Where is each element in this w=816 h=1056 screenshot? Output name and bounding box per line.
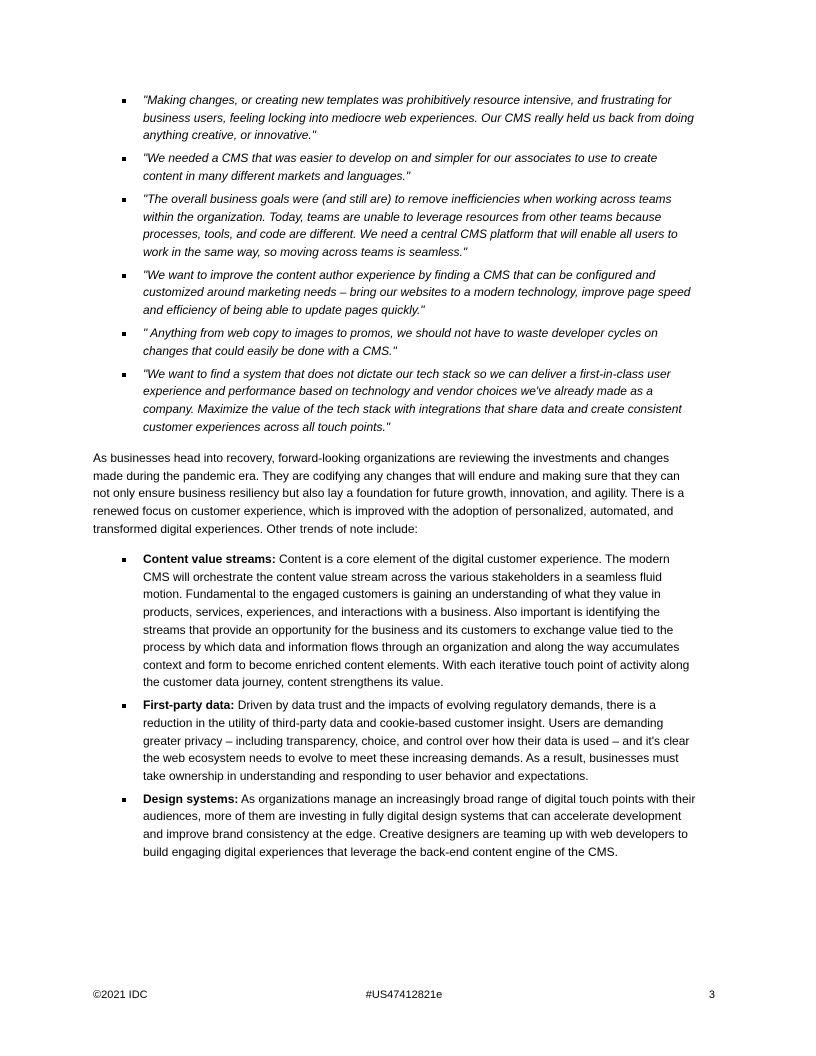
spacer [93, 436, 697, 450]
quote-list-item [93, 92, 697, 145]
quote-list-item [93, 150, 697, 185]
page-content [93, 92, 697, 861]
quote-text: "The overall business goals were (and still are) to remove inefficiencies when working across teams within the organization. Today, teams are unable to leverage resources from other teams because processes, tools, and code are different. We need a central CMS platform that will enable all users to work in the same way, so moving across teams is seamless." [143, 191, 678, 259]
quote-text: "Making changes, or creating new templates was prohibitively resource intensive, and frustrating for business users, feeling locking into mediocre web experiences. Our CMS really held us back from doing anything creative, or innovative." [143, 93, 694, 143]
footer-document-number: #US47412821e [365, 989, 443, 1001]
trend-list-item [93, 791, 697, 861]
trend-description: As organizations manage an increasingly broad range of digital touch points with their audiences, more of them are investing in fully digital design systems that can accelerate development and improve brand consistency at the edge. Creative designers are teaming up with web developers to build engaging digital experiences that leverage the back-end content engine of the CMS. [143, 791, 696, 859]
footer-copyright: ©2021 IDC [93, 989, 148, 1001]
trend-term: First-party data: [143, 698, 235, 713]
quote-text: "We needed a CMS that was easier to develop on and simpler for our associates to use to create content in many different markets and languages." [143, 151, 658, 183]
customer-quotes-list [93, 92, 697, 436]
trends-list [93, 551, 697, 861]
page-footer [93, 988, 715, 1002]
trend-description: Content is a core element of the digital customer experience. The modern CMS will orchestrate the content value stream across the various stakeholders in a seamless fluid motion. Fundamental to the engaged customers is gaining an understanding of what they value in products, services, experiences, and interactions with a business. Also important is identifying the streams that provide an opportunity for the business and its customers to exchange value tied to the process by which data and information flows through an organization and along the way accumulates context and form to become enriched content elements. With each iterative touch point of activity along the customer data journey, content strengthens its value. [143, 552, 690, 690]
trend-list-item [93, 697, 697, 785]
trend-description: Driven by data trust and the impacts of evolving regulatory demands, there is a reduction in the utility of third-party data and cookie-based customer insight. Users are demanding greater privacy – including transparency, choice, and control over how their data is used – and it's clear the web ecosystem needs to evolve to meet these increasing demands. As a result, businesses must take ownership in understanding and responding to user behavior and expectations. [143, 698, 690, 783]
spacer [93, 538, 697, 551]
quote-text: "We want to improve the content author experience by finding a CMS that can be configured and customized around marketing needs – bring our websites to a modern technology, improve page speed and efficiency of being able to update pages quickly." [143, 267, 691, 318]
quote-list-item [93, 325, 697, 360]
quote-text: "We want to find a system that does not dictate our tech stack so we can deliver a first-in-class user experience and performance based on technology and vendor choices we've already made as a company. Maximize the value of the tech stack with integrations that share data and create consistent customer experiences across all touch points." [143, 366, 682, 434]
trend-term: Content value streams: [143, 552, 276, 567]
footer-page-number: 3 [708, 989, 715, 1001]
body-paragraph: As businesses head into recovery, forward-looking organizations are reviewing the investments and changes made during the pandemic era. They are codifying any changes that will endure and making sure that they can not only ensure business resiliency but also lay a foundation for future growth, innovation, and agility. There is a renewed focus on customer experience, which is improved with the adoption of personalized, automated, and transformed digital experiences. Other trends of note include: [93, 451, 685, 536]
footer-row [93, 988, 715, 1002]
quote-list-item [93, 267, 697, 320]
quote-list-item [93, 366, 697, 436]
trend-term: Design systems: [143, 791, 239, 806]
quote-text: " Anything from web copy to images to promos, we should not have to waste developer cycles on changes that could easily be done with a CMS." [143, 326, 658, 358]
quote-list-item [93, 191, 697, 261]
trend-list-item [93, 551, 697, 692]
